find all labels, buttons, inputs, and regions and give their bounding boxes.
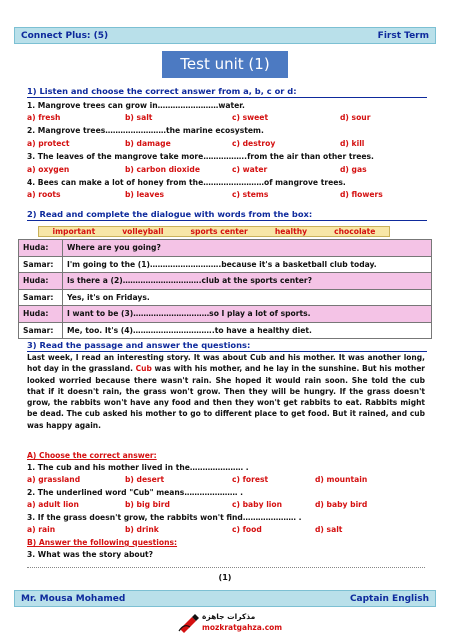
option: b) salt — [125, 113, 153, 122]
page-title: Test unit (1) — [162, 51, 288, 78]
dialogue-row — [19, 240, 432, 257]
word-item: sports center — [190, 227, 248, 236]
logo-url: mozkratgahza.com — [202, 623, 283, 632]
option: a) oxygen — [27, 165, 70, 174]
speaker: Samar: — [19, 289, 63, 306]
option: d) flowers — [340, 190, 383, 199]
word-item: chocolate — [334, 227, 376, 236]
option: c) destroy — [232, 139, 276, 148]
option: a) fresh — [27, 113, 61, 122]
question-1-3: 3. The leaves of the mangrove take more……………..from the air than other trees. — [27, 152, 374, 161]
option: c) forest — [232, 475, 269, 484]
reading-passage — [27, 352, 425, 431]
dialogue-line: Yes, it's on Fridays. — [63, 289, 432, 306]
dialogue-row — [19, 289, 432, 306]
speaker: Samar: — [19, 322, 63, 339]
word-item: important — [52, 227, 96, 236]
question-1-4: 4. Bees can make a lot of honey from the……………………of mangrove trees. — [27, 178, 346, 187]
question-3-1: 1. The cub and his mother lived in the………………… . — [27, 463, 249, 472]
option: a) rain — [27, 525, 56, 534]
option: d) baby bird — [315, 500, 368, 509]
option: d) salt — [315, 525, 343, 534]
word-item: healthy — [274, 227, 308, 236]
dialogue-table — [18, 239, 432, 339]
option: d) sour — [340, 113, 371, 122]
option: d) kill — [340, 139, 365, 148]
logo-arabic: مذكرات جاهزة — [202, 612, 256, 621]
header-term: First Term — [377, 30, 429, 41]
option: a) roots — [27, 190, 61, 199]
speaker: Huda: — [19, 273, 63, 290]
speaker: Samar: — [19, 256, 63, 273]
word-box — [38, 226, 390, 237]
speaker: Huda: — [19, 240, 63, 257]
dialogue-line: Is there a (2)………………………….club at the sports center? — [63, 273, 432, 290]
option: c) water — [232, 165, 268, 174]
passage-highlight: Cub — [135, 364, 152, 374]
section1-heading: 1) Listen and choose the correct answer from a, b, c or d: — [27, 86, 427, 98]
option: d) mountain — [315, 475, 368, 484]
question-1-1: 1. Mangrove trees can grow in……………………water. — [27, 101, 245, 110]
question-3-2: 2. The underlined word "Cub" means………………… . — [27, 488, 244, 497]
dialogue-row — [19, 306, 432, 323]
option: b) big bird — [125, 500, 170, 509]
page-number: (1) — [218, 573, 232, 582]
part-a-heading: A) Choose the correct answer: — [27, 451, 157, 460]
answer-line — [27, 567, 425, 568]
section2-heading: 2) Read and complete the dialogue with words from the box: — [27, 209, 427, 221]
part-b-heading: B) Answer the following questions: — [27, 538, 178, 547]
dialogue-line: Me, too. It's (4)…………………………..to have a healthy diet. — [63, 322, 432, 339]
dialogue-line: I want to be (3)…………………………so I play a lot of sports. — [63, 306, 432, 323]
dialogue-row — [19, 256, 432, 273]
passage-text: was with his mother, and he lay in the sunshine. But his mother looked worried because there wasn't rain. She hoped it would rain soon. She told the cub that if it doesn't rain, the grass won't grow. Then they will be hungry. If the grass doesn't grow, the rabbits won't have any food and then they won't get rabbits to eat. Rabbits might be dead. The cub asked his mother to go to different place to get food. But it rained, and cub was happy again. — [27, 364, 425, 430]
option: c) food — [232, 525, 262, 534]
option: b) leaves — [125, 190, 165, 199]
site-logo — [176, 611, 283, 637]
option: b) desert — [125, 475, 165, 484]
option: c) baby lion — [232, 500, 283, 509]
dialogue-line: I'm going to the (1)……………………….because it's a basketball club today. — [63, 256, 432, 273]
option: a) adult lion — [27, 500, 79, 509]
dialogue-line: Where are you going? — [63, 240, 432, 257]
option: c) sweet — [232, 113, 269, 122]
option: a) grassland — [27, 475, 81, 484]
header-course: Connect Plus: (5) — [21, 30, 109, 41]
passage-text: Last week, I read an interesting story. It was about Cub and his mother. It was another long, hot day in the grassland. — [27, 353, 425, 374]
speaker: Huda: — [19, 306, 63, 323]
header-band — [14, 27, 436, 44]
section3-heading: 3) Read the passage and answer the questions: — [27, 340, 427, 352]
footer-teacher: Mr. Mousa Mohamed — [21, 593, 126, 604]
dialogue-row — [19, 273, 432, 290]
option: d) gas — [340, 165, 367, 174]
pen-logo-icon — [178, 613, 200, 633]
word-item: volleyball — [122, 227, 164, 236]
dialogue-row — [19, 322, 432, 339]
option: c) stems — [232, 190, 269, 199]
open-question: 3. What was the story about? — [27, 550, 154, 559]
option: a) protect — [27, 139, 70, 148]
question-3-3: 3. If the grass doesn't grow, the rabbits won't find………………… . — [27, 513, 302, 522]
footer-band — [14, 590, 436, 607]
question-1-2: 2. Mangrove trees……………………the marine ecosystem. — [27, 126, 264, 135]
option: b) carbon dioxide — [125, 165, 200, 174]
footer-brand: Captain English — [349, 593, 429, 604]
option: b) drink — [125, 525, 159, 534]
option: b) damage — [125, 139, 171, 148]
